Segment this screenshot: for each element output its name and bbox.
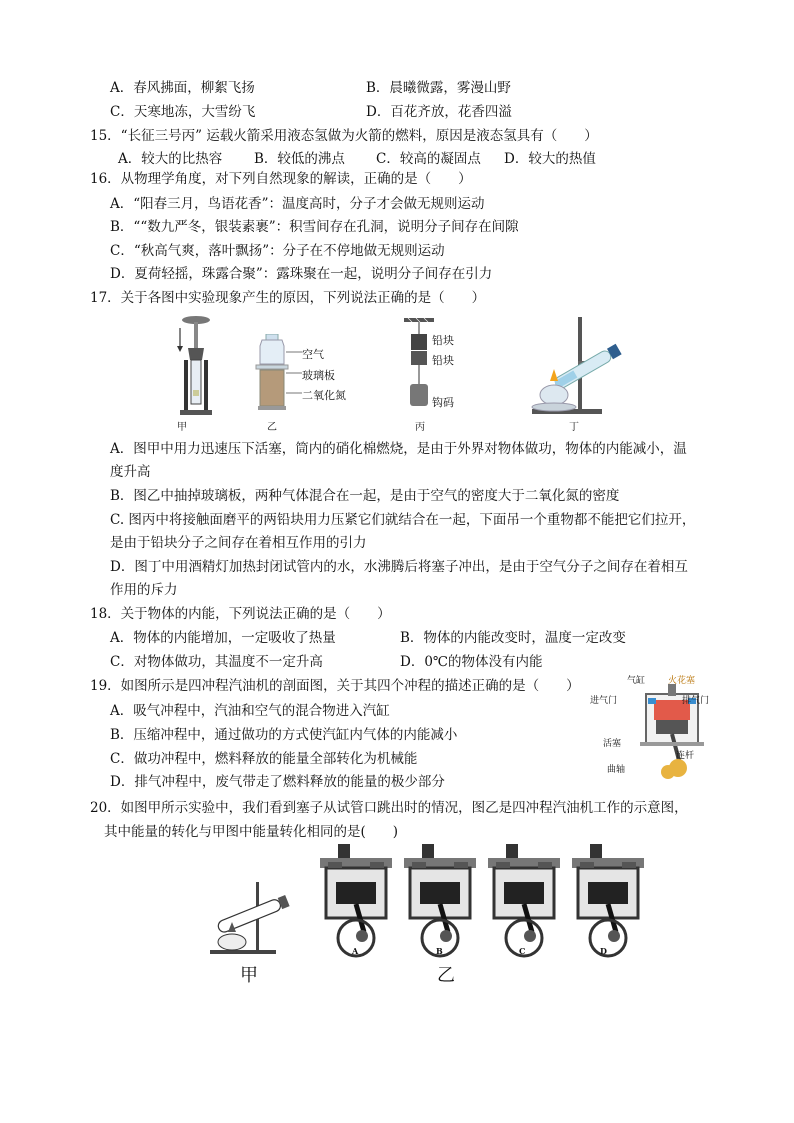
q17-stem: 17．关于各图中实验现象产生的原因，下列说法正确的是（ ） <box>90 290 486 306</box>
q19-label-crank: 曲轴 <box>607 765 626 775</box>
q19-option-a: A．吸气冲程中，汽油和空气的混合物进入汽缸 <box>110 703 390 719</box>
q19-option-b: B．压缩冲程中，通过做功的方式使汽缸内气体的内能减小 <box>110 727 458 743</box>
q20-label-b: B <box>436 946 443 956</box>
q18-option-c: C．对物体做功，其温度不一定升高 <box>110 654 323 670</box>
q18-option-d: D．0℃的物体没有内能 <box>400 654 543 670</box>
q14-option-b: B．晨曦微露，雾漫山野 <box>366 80 511 96</box>
q18-option-a: A．物体的内能增加，一定吸收了热量 <box>110 630 336 646</box>
q16-option-a: A．“阳春三月，鸟语花香”：温度高时，分子才会做无规则运动 <box>110 196 485 212</box>
q14-option-c: C．天寒地冻，大雪纷飞 <box>110 104 256 120</box>
q19-label-spark: 火花塞 <box>668 676 696 686</box>
q18-option-b: B．物体的内能改变时，温度一定改变 <box>400 630 626 646</box>
q14-option-a: A．春风拂面，柳絮飞扬 <box>110 80 255 96</box>
q17-option-d-line2: 作用的斥力 <box>110 582 178 598</box>
q20-figure-yi-engines <box>316 838 650 962</box>
q20-label-c: C <box>519 946 526 956</box>
q15-option-a: A．较大的比热容 <box>118 151 223 167</box>
q17-label-weight: 钩码 <box>432 396 454 409</box>
q15-option-d: D．较大的热值 <box>504 151 596 167</box>
q16-option-c: C．“秋高气爽，落叶飘扬”：分子在不停地做无规则运动 <box>110 243 445 259</box>
q19-stem: 19．如图所示是四冲程汽油机的剖面图，关于其四个冲程的描述正确的是（ ） <box>90 678 580 694</box>
q17-label-yi: 乙 <box>267 422 277 433</box>
q20-stem-line2: 其中能量的转化与甲图中能量转化相同的是( ) <box>104 824 399 840</box>
q17-option-c-line2: 是由于铅块分子之间存在着相互作用的引力 <box>110 535 367 551</box>
q16-option-d: D．夏荷轻摇，珠露合聚”：露珠聚在一起，说明分子间存在引力 <box>110 266 493 282</box>
q17-label-lead2: 铅块 <box>432 354 454 367</box>
q17-label-ding: 丁 <box>569 422 579 433</box>
q15-option-b: B．较低的沸点 <box>254 151 345 167</box>
q17-label-lead1: 铅块 <box>432 334 454 347</box>
q19-label-intake: 进气门 <box>590 696 618 706</box>
q19-label-piston: 活塞 <box>603 739 622 749</box>
q14-option-d: D．百花齐放，花香四溢 <box>366 104 512 120</box>
q17-figure-ding <box>528 313 640 417</box>
q16-stem: 16．从物理学角度，对下列自然现象的解读，正确的是（ ） <box>90 171 472 187</box>
q17-figure-jia <box>168 314 228 432</box>
q19-label-exhaust: 排气门 <box>682 696 710 706</box>
q18-stem: 18．关于物体的内能，下列说法正确的是（ ） <box>90 606 391 622</box>
q20-figure-jia <box>204 874 300 958</box>
q17-option-a-line1: A．图甲中用力迅速压下活塞，筒内的硝化棉燃烧，是由于外界对物体做功，物体的内能减小，温 <box>110 441 687 457</box>
q17-yi-leader-lines <box>286 340 304 400</box>
q17-label-no2: 二氧化氮 <box>302 389 346 402</box>
q19-option-d: D．排气冲程中，废气带走了燃料释放的能量的极少部分 <box>110 774 445 790</box>
q17-option-d-line1: D．图丁中用酒精灯加热封闭试管内的水，水沸腾后将塞子冲出，是由于空气分子之间存在着相互 <box>110 559 688 575</box>
q20-label-yi: 乙 <box>437 965 455 986</box>
q17-label-glass: 玻璃板 <box>302 369 335 382</box>
q20-label-d: D <box>600 946 607 956</box>
q20-label-jia: 甲 <box>240 965 258 986</box>
q17-option-a-line2: 度升高 <box>110 464 151 480</box>
q19-label-cylinder: 气缸 <box>627 676 646 686</box>
q19-option-c: C．做功冲程中，燃料释放的能量全部转化为机械能 <box>110 751 418 767</box>
q17-label-jia: 甲 <box>177 422 187 433</box>
q16-option-b: B．““数九严冬，银装素裹”：积雪间存在孔洞，说明分子间存在间隙 <box>110 219 519 235</box>
q17-label-bing: 丙 <box>415 422 425 433</box>
q20-label-a: A <box>352 946 359 956</box>
q17-option-b: B．图乙中抽掉玻璃板，两种气体混合在一起，是由于空气的密度大于二氧化氮的密度 <box>110 488 620 504</box>
q15-option-c: C．较高的凝固点 <box>376 151 481 167</box>
q19-label-rod: 连杆 <box>676 751 695 761</box>
q17-label-air: 空气 <box>302 348 324 361</box>
q17-option-c-line1: C. 图丙中将接触面磨平的两铅块用力压紧它们就结合在一起，下面吊一个重物都不能把它们拉开， <box>110 512 696 528</box>
q15-stem: 15．“长征三号丙” 运载火箭采用液态氢做为火箭的燃料，原因是液态氢具有（ ） <box>90 128 598 144</box>
q20-stem-line1: 20．如图甲所示实验中，我们看到塞子从试管口跳出时的情况，图乙是四冲程汽油机工作的示意图， <box>90 800 688 816</box>
